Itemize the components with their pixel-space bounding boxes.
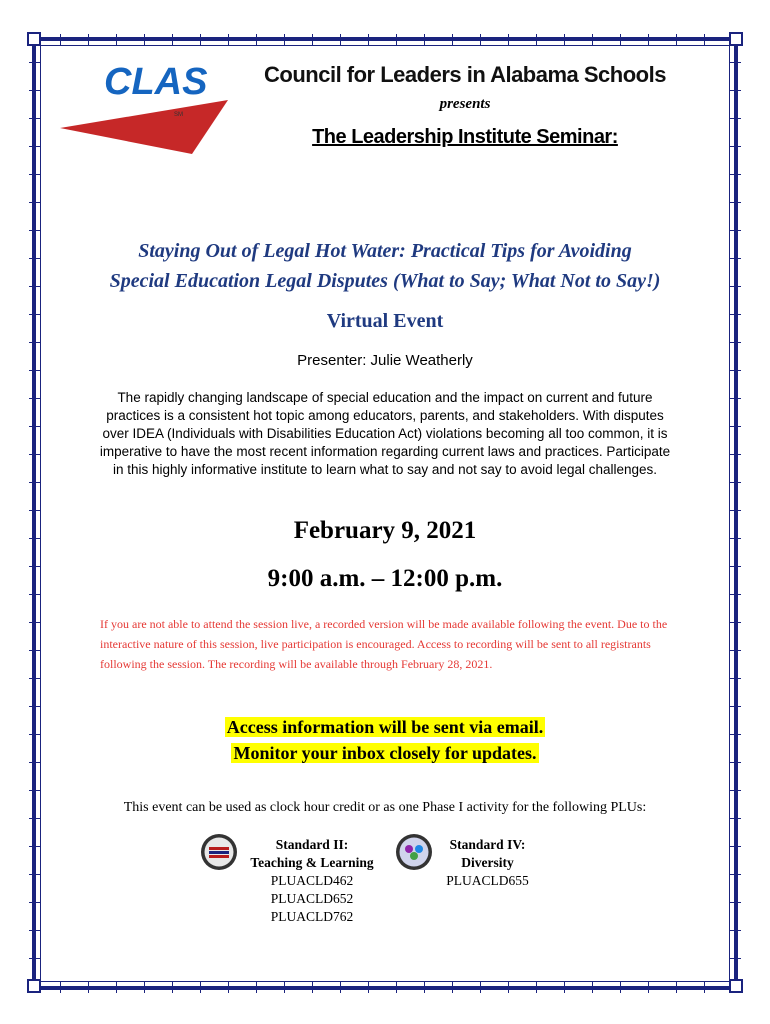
border-tick bbox=[452, 981, 453, 993]
diversity-badge-icon bbox=[395, 833, 433, 871]
border-tick bbox=[729, 342, 741, 343]
border-tick bbox=[29, 482, 41, 483]
border-tick bbox=[676, 34, 677, 46]
border-tick bbox=[480, 981, 481, 993]
border-tick bbox=[368, 981, 369, 993]
border-tick bbox=[729, 538, 741, 539]
border-tick bbox=[88, 34, 89, 46]
border-tick bbox=[60, 981, 61, 993]
border-tick bbox=[729, 146, 741, 147]
border-tick bbox=[340, 981, 341, 993]
border-tick bbox=[564, 981, 565, 993]
border-tick bbox=[29, 202, 41, 203]
border-tick bbox=[29, 958, 41, 959]
access-line-2: Monitor your inbox closely for updates. bbox=[233, 743, 537, 763]
logo-text: CLAS bbox=[104, 61, 208, 103]
border-tick bbox=[172, 34, 173, 46]
border-tick bbox=[144, 981, 145, 993]
border-tick bbox=[564, 34, 565, 46]
border-tick bbox=[729, 314, 741, 315]
border-tick bbox=[729, 902, 741, 903]
border-tick bbox=[729, 482, 741, 483]
border-tick bbox=[256, 34, 257, 46]
border-corner bbox=[27, 979, 41, 993]
border-tick bbox=[29, 874, 41, 875]
border-tick bbox=[29, 818, 41, 819]
border-tick bbox=[536, 34, 537, 46]
event-format: Virtual Event bbox=[326, 310, 444, 332]
border-tick bbox=[200, 981, 201, 993]
border-tick bbox=[29, 454, 41, 455]
border-tick bbox=[729, 426, 741, 427]
border-tick bbox=[592, 981, 593, 993]
border-tick bbox=[729, 790, 741, 791]
border-tick bbox=[340, 34, 341, 46]
border-tick bbox=[729, 62, 741, 63]
border-corner bbox=[729, 979, 743, 993]
border-tick bbox=[729, 594, 741, 595]
border-tick bbox=[29, 790, 41, 791]
border-tick bbox=[620, 981, 621, 993]
border-tick bbox=[29, 174, 41, 175]
border-corner bbox=[729, 32, 743, 46]
border-tick bbox=[29, 426, 41, 427]
border-tick bbox=[729, 510, 741, 511]
seminar-title: The Leadership Institute Seminar: bbox=[312, 126, 618, 148]
border-tick bbox=[424, 981, 425, 993]
border-tick bbox=[729, 398, 741, 399]
border-tick bbox=[704, 34, 705, 46]
border-tick bbox=[480, 34, 481, 46]
border-tick bbox=[729, 258, 741, 259]
border-tick bbox=[508, 981, 509, 993]
border-tick bbox=[228, 34, 229, 46]
plu-intro: This event can be used as clock hour credit or as one Phase I activity for the following PLUs: bbox=[123, 800, 647, 815]
access-info bbox=[60, 714, 710, 766]
event-title-line1: Staying Out of Legal Hot Water: Practical Tips for Avoiding bbox=[138, 240, 632, 262]
border-tick bbox=[116, 34, 117, 46]
border-tick bbox=[200, 34, 201, 46]
border-tick bbox=[116, 981, 117, 993]
border-tick bbox=[29, 230, 41, 231]
event-title-line2: Special Education Legal Disputes (What to Say; What Not to Say!) bbox=[109, 270, 661, 292]
border-tick bbox=[729, 454, 741, 455]
border-tick bbox=[172, 981, 173, 993]
standard-title: Standard II: bbox=[275, 837, 349, 852]
border-tick bbox=[424, 34, 425, 46]
border-tick bbox=[29, 566, 41, 567]
border-tick bbox=[396, 981, 397, 993]
border-tick bbox=[536, 981, 537, 993]
clas-logo bbox=[60, 60, 230, 156]
border-tick bbox=[29, 342, 41, 343]
presents-text: presents bbox=[439, 96, 491, 112]
border-tick bbox=[729, 762, 741, 763]
border-tick bbox=[29, 286, 41, 287]
border-tick bbox=[88, 981, 89, 993]
border-tick bbox=[60, 34, 61, 46]
border-tick bbox=[592, 34, 593, 46]
border-tick bbox=[312, 34, 313, 46]
plu-code: PLUACLD652 bbox=[270, 891, 354, 906]
border-tick bbox=[29, 118, 41, 119]
border-tick bbox=[29, 258, 41, 259]
border-tick bbox=[396, 34, 397, 46]
border-tick bbox=[729, 202, 741, 203]
standard-subtitle: Teaching & Learning bbox=[250, 855, 374, 870]
border-tick bbox=[284, 981, 285, 993]
border-tick bbox=[284, 34, 285, 46]
border-tick bbox=[508, 34, 509, 46]
border-tick bbox=[29, 370, 41, 371]
recording-note: If you are not able to attend the session live, a recorded version will be made available following the event. Due to the interactive nature of this session, live participation is encouraged. Access to recording will be sent to all registrants following the session. The recording will be available through February 28, 2021. bbox=[100, 617, 668, 671]
border-tick bbox=[729, 846, 741, 847]
border-tick bbox=[29, 622, 41, 623]
org-name: Council for Leaders in Alabama Schools bbox=[264, 62, 666, 87]
border-tick bbox=[620, 34, 621, 46]
border-tick bbox=[729, 818, 741, 819]
border-tick bbox=[729, 874, 741, 875]
border-tick bbox=[29, 902, 41, 903]
border-corner bbox=[27, 32, 41, 46]
border-tick bbox=[29, 706, 41, 707]
plu-code: PLUACLD655 bbox=[446, 873, 529, 888]
standard-iv bbox=[430, 836, 545, 890]
border-tick bbox=[729, 734, 741, 735]
event-date: February 9, 2021 bbox=[293, 517, 477, 544]
border-tick bbox=[729, 286, 741, 287]
border-tick bbox=[144, 34, 145, 46]
access-line-1: Access information will be sent via email. bbox=[226, 717, 544, 737]
border-tick bbox=[704, 981, 705, 993]
border-tick bbox=[729, 706, 741, 707]
border-tick bbox=[29, 90, 41, 91]
border-tick bbox=[729, 958, 741, 959]
border-tick bbox=[368, 34, 369, 46]
border-tick bbox=[729, 90, 741, 91]
presenter: Presenter: Julie Weatherly bbox=[297, 352, 473, 369]
plu-code: PLUACLD462 bbox=[270, 873, 354, 888]
border-tick bbox=[648, 981, 649, 993]
event-title bbox=[60, 236, 710, 296]
border-tick bbox=[29, 846, 41, 847]
border-tick bbox=[729, 370, 741, 371]
border-tick bbox=[452, 34, 453, 46]
standard-ii bbox=[232, 836, 392, 926]
event-time: 9:00 a.m. – 12:00 p.m. bbox=[267, 565, 503, 592]
border-tick bbox=[676, 981, 677, 993]
plu-code: PLUACLD762 bbox=[270, 909, 354, 924]
border-tick bbox=[729, 678, 741, 679]
border-tick bbox=[29, 594, 41, 595]
border-tick bbox=[729, 650, 741, 651]
border-tick bbox=[228, 981, 229, 993]
border-tick bbox=[29, 538, 41, 539]
standard-subtitle: Diversity bbox=[461, 855, 514, 870]
border-tick bbox=[29, 762, 41, 763]
border-tick bbox=[729, 930, 741, 931]
border-tick bbox=[729, 118, 741, 119]
border-tick bbox=[29, 398, 41, 399]
border-tick bbox=[29, 314, 41, 315]
standard-title: Standard IV: bbox=[449, 837, 526, 852]
logo-sm: SM bbox=[174, 112, 183, 118]
border-tick bbox=[29, 734, 41, 735]
border-tick bbox=[729, 174, 741, 175]
border-tick bbox=[29, 62, 41, 63]
border-tick bbox=[256, 981, 257, 993]
border-tick bbox=[648, 34, 649, 46]
border-tick bbox=[29, 146, 41, 147]
border-tick bbox=[29, 510, 41, 511]
border-tick bbox=[29, 930, 41, 931]
border-tick bbox=[312, 981, 313, 993]
border-tick bbox=[729, 566, 741, 567]
logo-red-wing bbox=[60, 100, 228, 154]
border-tick bbox=[29, 678, 41, 679]
border-tick bbox=[729, 622, 741, 623]
border-tick bbox=[29, 650, 41, 651]
event-description: The rapidly changing landscape of special education and the impact on current and future practices is a consistent hot topic among educators, parents, and stakeholders. With disputes over IDEA (Individuals with Disabilities Education Act) violations becoming all too common, it is imperative to have the most recent information regarding current laws and practices. Participate in this highly informative institute to learn what to say and not say to avoid legal challenges. bbox=[99, 390, 671, 477]
border-tick bbox=[729, 230, 741, 231]
